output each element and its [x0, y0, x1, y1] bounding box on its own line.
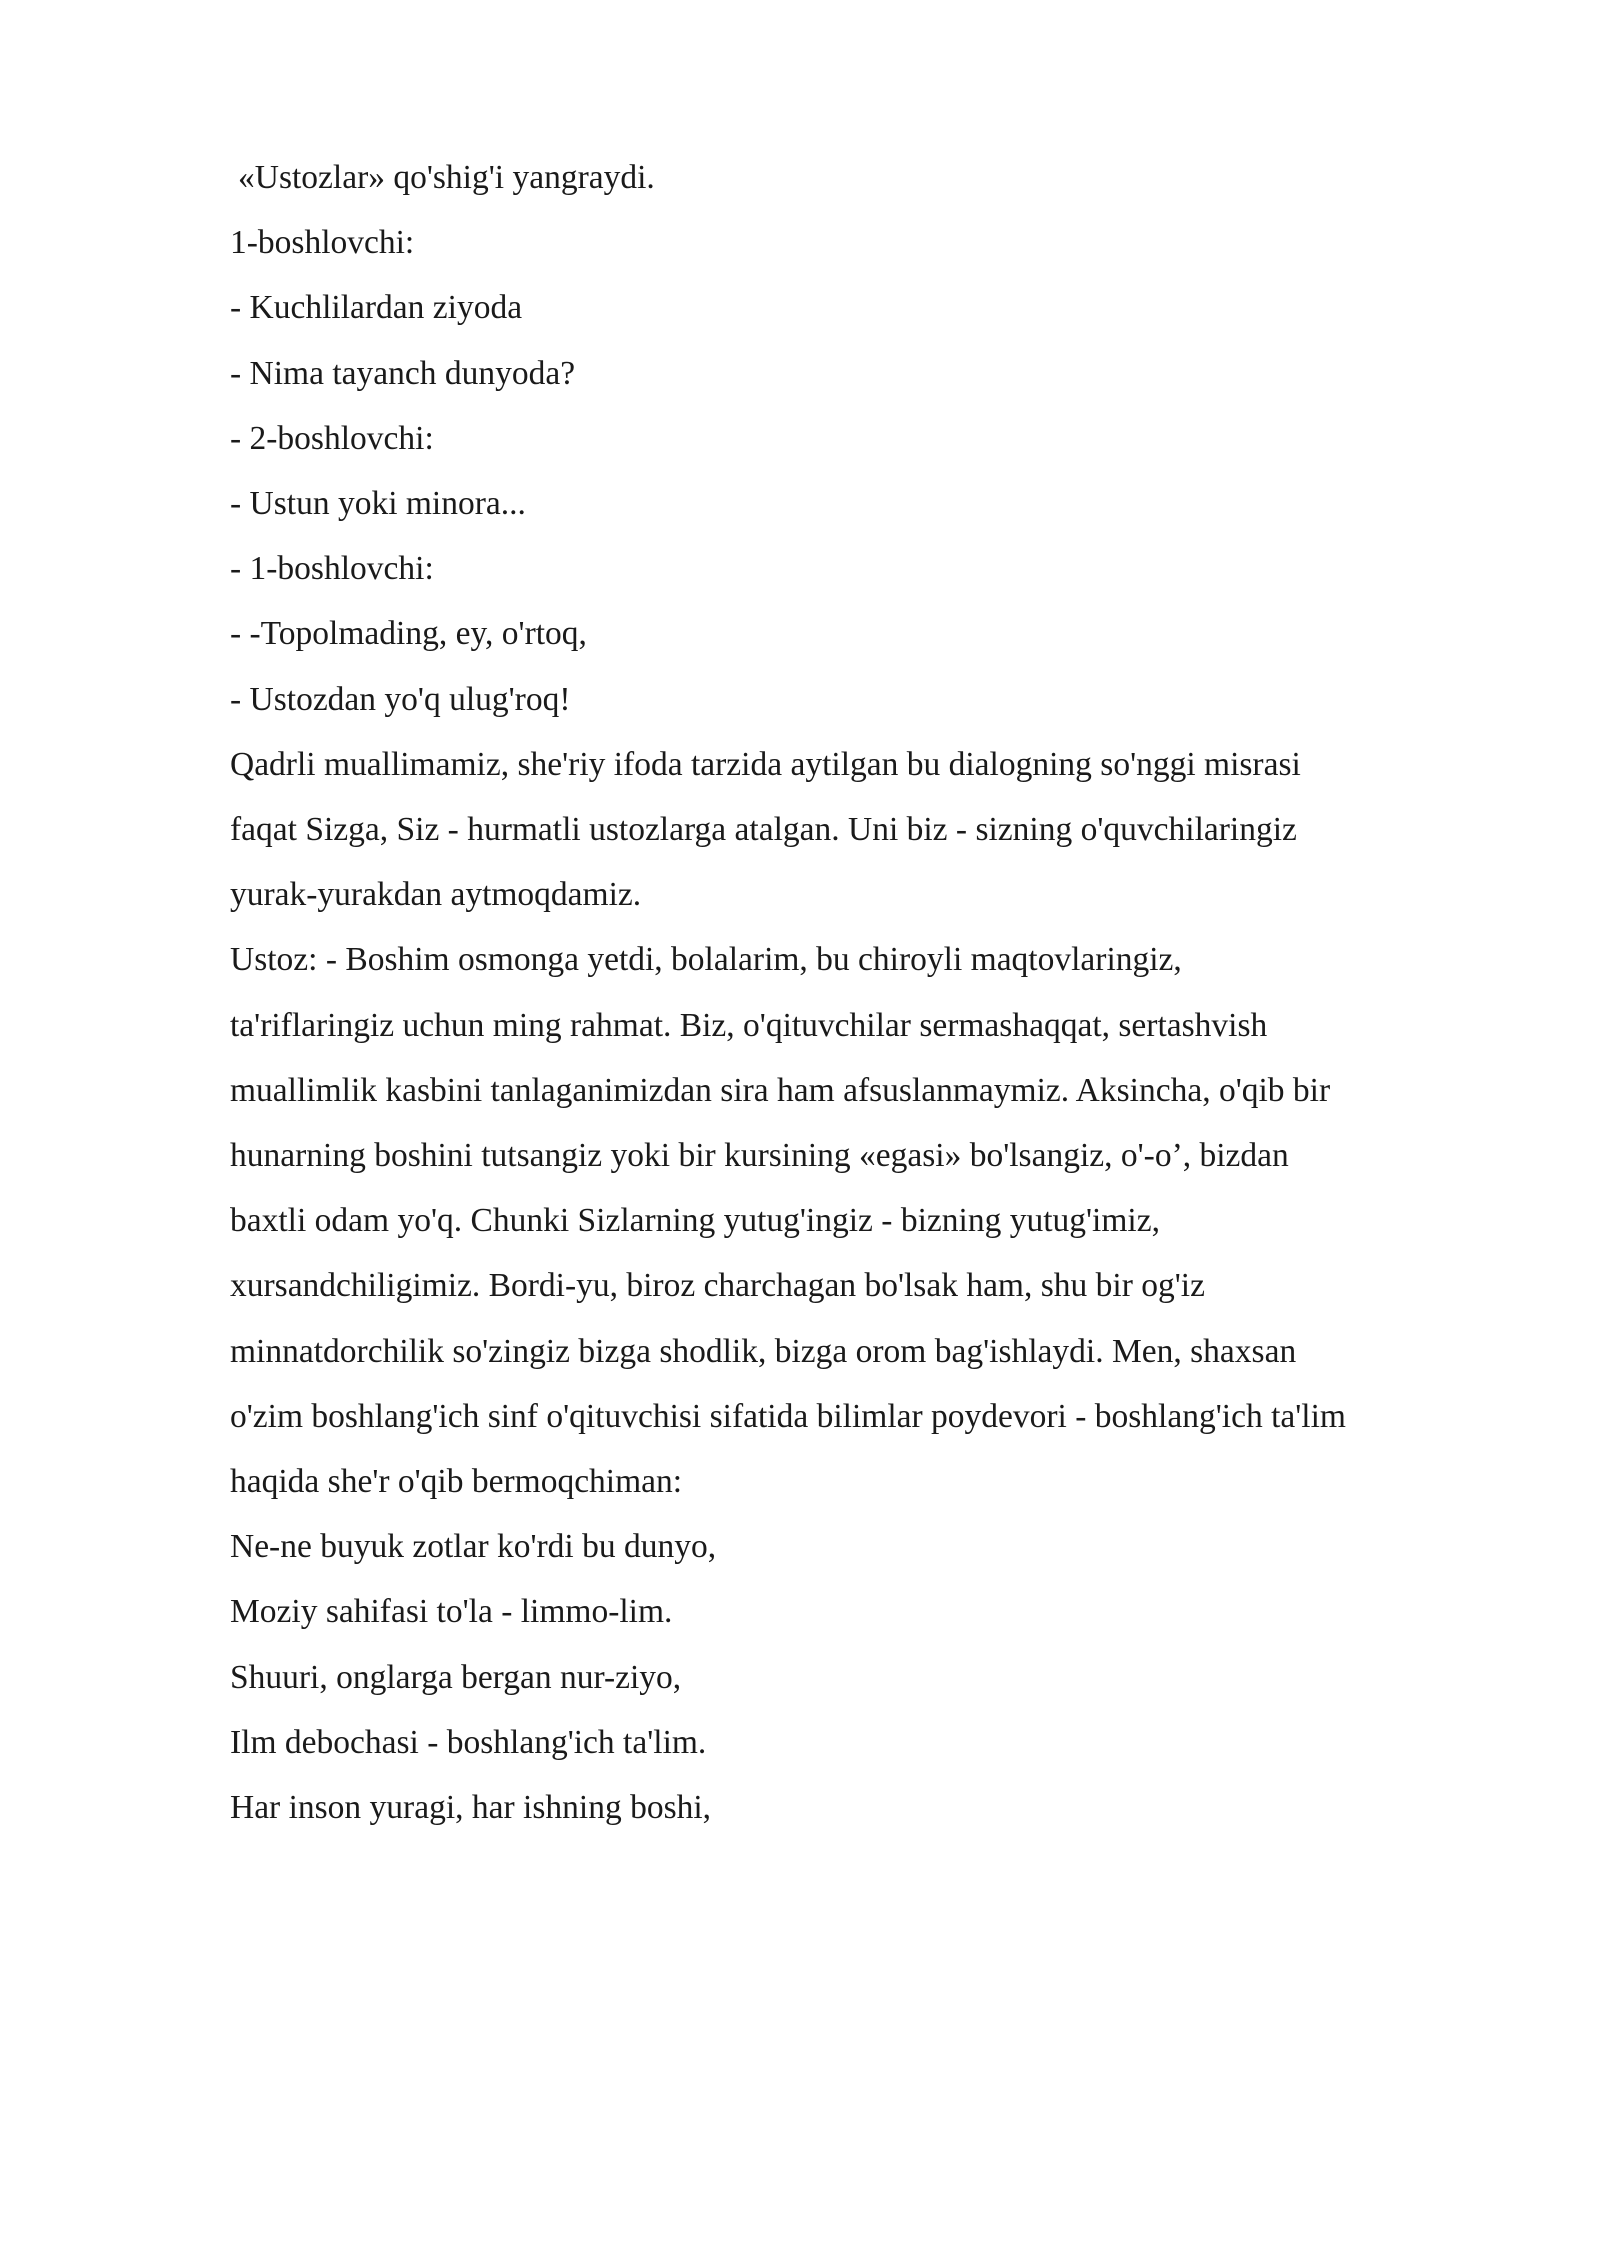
text-line: Shuuri, onglarga bergan nur-ziyo, — [230, 1658, 682, 1696]
text-line: - Ustun yoki minora... — [230, 485, 526, 523]
text-line: Har inson yuragi, har ishning boshi, — [230, 1789, 712, 1827]
text-line: minnatdorchilik so'zingiz bizga shodlik, bizga orom bag'ishlaydi. Men, shaxsan — [230, 1332, 1297, 1370]
text-line: haqida she'r o'qib bermoqchiman: — [230, 1463, 683, 1501]
text-line: Qadrli muallimamiz, she'riy ifoda tarzida aytilgan bu dialogning so'nggi misrasi — [230, 745, 1301, 783]
text-line: 1-boshlovchi: — [230, 224, 415, 262]
document-text — [230, 145, 1530, 1840]
text-line: Ustoz: - Boshim osmonga yetdi, bolalarim, bu chiroyli maqtovlaringiz, — [230, 941, 1182, 979]
text-line: xursandchiligimiz. Bordi-yu, biroz charchagan bo'lsak ham, shu bir og'iz — [230, 1267, 1205, 1305]
text-line: - 2-boshlovchi: — [230, 419, 434, 457]
text-line: - Ustozdan yo'q ulug'roq! — [230, 680, 571, 718]
text-line: - -Topolmading, ey, o'rtoq, — [230, 615, 587, 653]
text-line: muallimlik kasbini tanlaganimizdan sira ham afsuslanmaymiz. Aksincha, o'qib bir — [230, 1071, 1331, 1109]
text-line: ta'riflaringiz uchun ming rahmat. Biz, o'qituvchilar sermashaqqat, sertashvish — [230, 1006, 1268, 1044]
text-line: yurak-yurakdan aytmoqdamiz. — [230, 876, 642, 914]
text-line: «Ustozlar» qo'shig'i yangraydi. — [238, 159, 655, 196]
text-line: - 1-boshlovchi: — [230, 550, 434, 588]
text-line: faqat Sizga, Siz - hurmatli ustozlarga atalgan. Uni biz - sizning o'quvchilaringiz — [230, 811, 1297, 849]
text-line: Ne-ne buyuk zotlar ko'rdi bu dunyo, — [230, 1528, 717, 1566]
text-line: Moziy sahifasi to'la - limmo-lim. — [230, 1593, 673, 1631]
text-line: baxtli odam yo'q. Chunki Sizlarning yutug'ingiz - bizning yutug'imiz, — [230, 1202, 1160, 1240]
text-line: Ilm debochasi - boshlang'ich ta'lim. — [230, 1723, 707, 1761]
text-line: - Nima tayanch dunyoda? — [230, 354, 576, 392]
text-line: - Kuchlilardan ziyoda — [230, 289, 523, 327]
text-line: hunarning boshini tutsangiz yoki bir kursining «egasi» bo'lsangiz, o'-o’, bizdan — [230, 1137, 1289, 1175]
text-line: o'zim boshlang'ich sinf o'qituvchisi sifatida bilimlar poydevori - boshlang'ich ta'lim — [230, 1397, 1346, 1435]
